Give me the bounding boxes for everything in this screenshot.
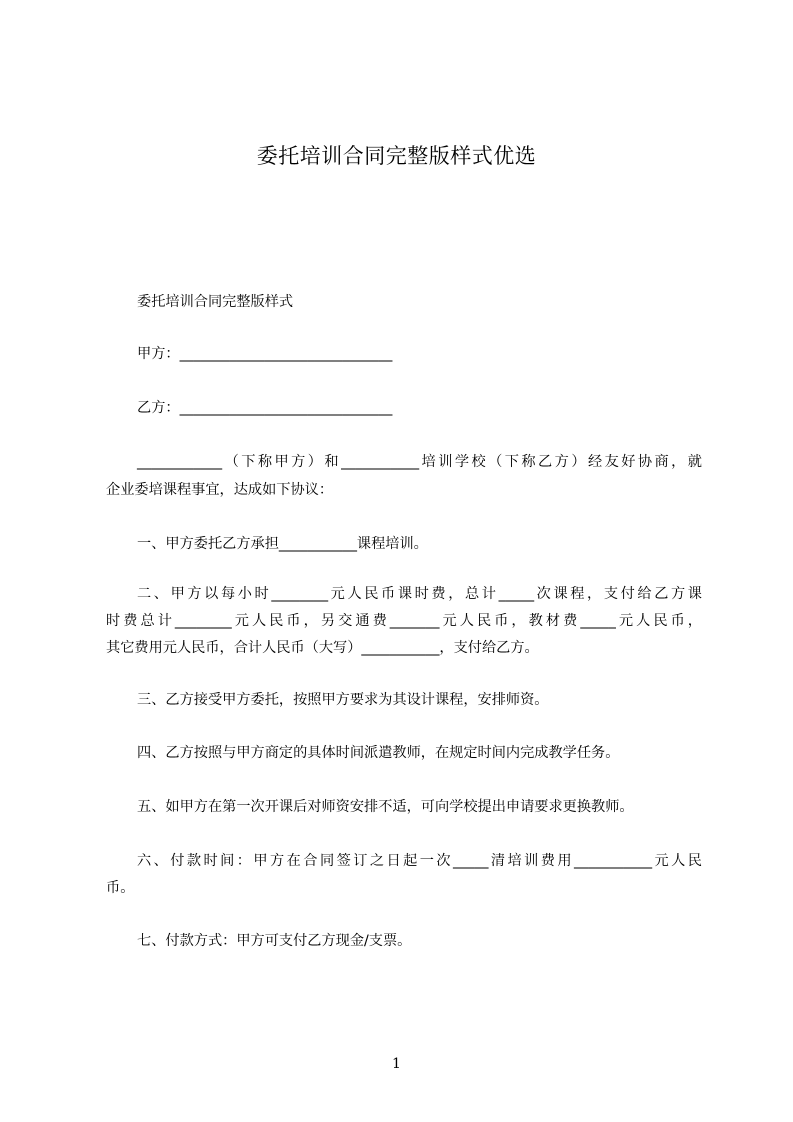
clause-2-line-1: 二、甲方以每小时________元人民币课时费，总计_____次课程，支付给乙方课	[137, 586, 702, 602]
clause-1: 一、甲方委托乙方承担___________课程培训。	[137, 536, 428, 552]
intro-line-2: 企业委培课程事宜，达成如下协议：	[106, 482, 334, 498]
party-b-line: 乙方：______________________________	[137, 400, 393, 416]
page-number: 1	[392, 1056, 401, 1072]
clause-4: 四、乙方按照与甲方商定的具体时间派遣教师，在规定时间内完成教学任务。	[137, 745, 620, 761]
clause-2-line-2: 时费总计________元人民币，另交通费_______元人民币，教材费_____元人民币，	[106, 613, 702, 629]
document-title: 委托培训合同完整版样式优选	[256, 144, 537, 168]
clause-7: 七、付款方式：甲方可支付乙方现金/支票。	[137, 933, 412, 949]
document-subtitle: 委托培训合同完整版样式	[137, 294, 294, 310]
clause-3: 三、乙方接受甲方委托，按照甲方要求为其设计课程，安排师资。	[137, 692, 549, 708]
party-a-line: 甲方：______________________________	[137, 346, 393, 362]
intro-line-1: ____________（下称甲方）和___________培训学校（下称乙方）经友好协商，就	[137, 454, 702, 470]
clause-6-line-2: 币。	[106, 880, 135, 896]
clause-5: 五、如甲方在第一次开课后对师资安排不适，可向学校提出申请要求更换教师。	[137, 799, 634, 815]
clause-6-line-1: 六、付款时间：甲方在合同签订之日起一次_____清培训费用___________元人民	[137, 853, 702, 869]
clause-2-line-3: 其它费用元人民币，合计人民币（大写）___________，支付给乙方。	[106, 640, 539, 656]
